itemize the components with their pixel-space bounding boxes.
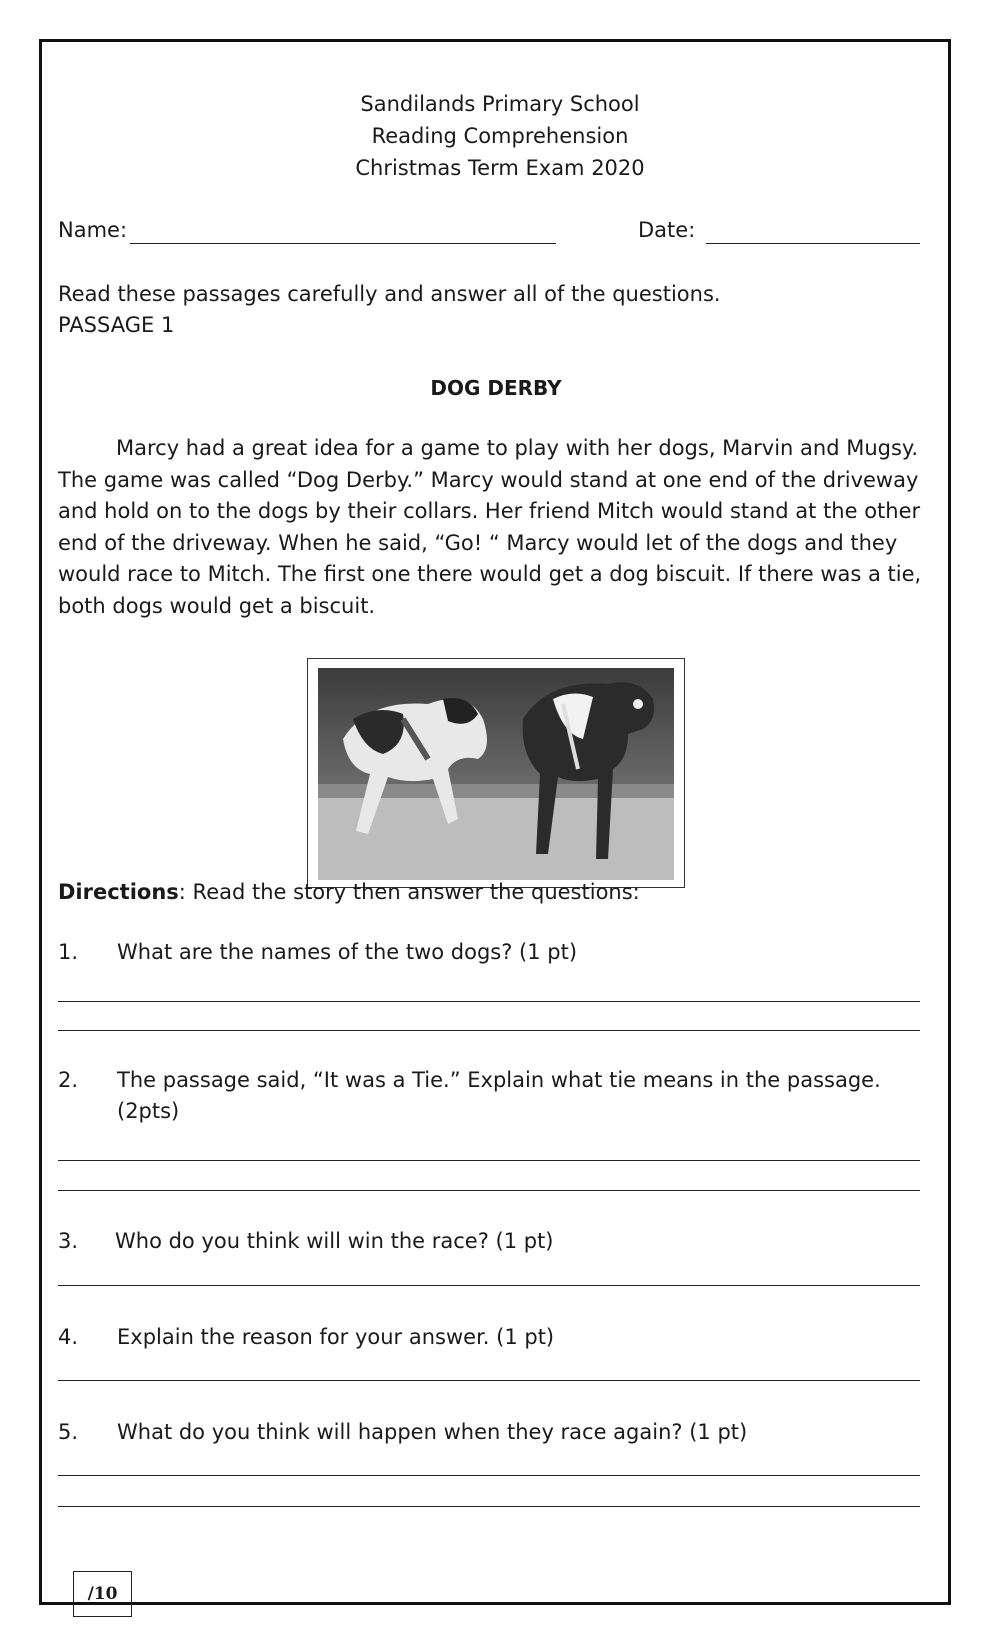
answer-2-line-1[interactable] xyxy=(58,1160,920,1161)
question-3-text: Who do you think will win the race? (1 pt) xyxy=(115,1229,554,1253)
score-box: /10 xyxy=(73,1571,132,1617)
answer-4-line[interactable] xyxy=(58,1380,920,1381)
instructions: Read these passages carefully and answer all of the questions. xyxy=(58,282,721,306)
question-1-number: 1. xyxy=(58,940,79,964)
date-field[interactable] xyxy=(706,243,920,244)
passage-title: DOG DERBY xyxy=(430,376,562,400)
racing-greyhounds-icon xyxy=(308,659,683,886)
answer-3-line[interactable] xyxy=(58,1285,920,1286)
question-4-number: 4. xyxy=(58,1325,79,1349)
question-1-text: What are the names of the two dogs? (1 pt) xyxy=(117,940,578,964)
directions-label: Directions xyxy=(58,880,179,904)
exam-title: Christmas Term Exam 2020 xyxy=(355,156,645,180)
subject-title: Reading Comprehension xyxy=(371,124,629,148)
question-5-number: 5. xyxy=(58,1420,79,1444)
answer-1-line-2[interactable] xyxy=(58,1030,920,1031)
directions xyxy=(58,880,640,904)
name-label: Name: xyxy=(58,218,128,242)
answer-5-line-2[interactable] xyxy=(58,1506,920,1507)
question-2-number: 2. xyxy=(58,1068,79,1092)
passage-text: Marcy had a great idea for a game to play with her dogs, Marvin and Mugsy. The game was called “Dog Derby.” Marcy would stand at one end of the driveway and hold on to the dogs by their collars. Her friend Mitch would stand at the other end of the driveway. When he said, “Go! “ Marcy would let of the dogs and they would race to Mitch. The first one there would get a dog biscuit. If there was a tie, both dogs would get a biscuit. xyxy=(58,436,922,618)
question-2-points: (2pts) xyxy=(117,1099,180,1123)
answer-5-line-1[interactable] xyxy=(58,1475,920,1476)
directions-text: : Read the story then answer the questions: xyxy=(178,880,640,904)
dog-race-photo xyxy=(307,658,685,888)
answer-1-line-1[interactable] xyxy=(58,1001,920,1002)
question-5-text: What do you think will happen when they race again? (1 pt) xyxy=(117,1420,748,1444)
question-2-text: The passage said, “It was a Tie.” Explain what tie means in the passage. xyxy=(117,1068,881,1092)
school-name: Sandilands Primary School xyxy=(360,92,640,116)
date-label: Date: xyxy=(638,218,696,242)
passage-label: PASSAGE 1 xyxy=(58,313,175,337)
name-field[interactable] xyxy=(130,243,556,244)
answer-2-line-2[interactable] xyxy=(58,1190,920,1191)
question-4-text: Explain the reason for your answer. (1 pt) xyxy=(117,1325,555,1349)
question-3-number: 3. xyxy=(58,1229,79,1253)
